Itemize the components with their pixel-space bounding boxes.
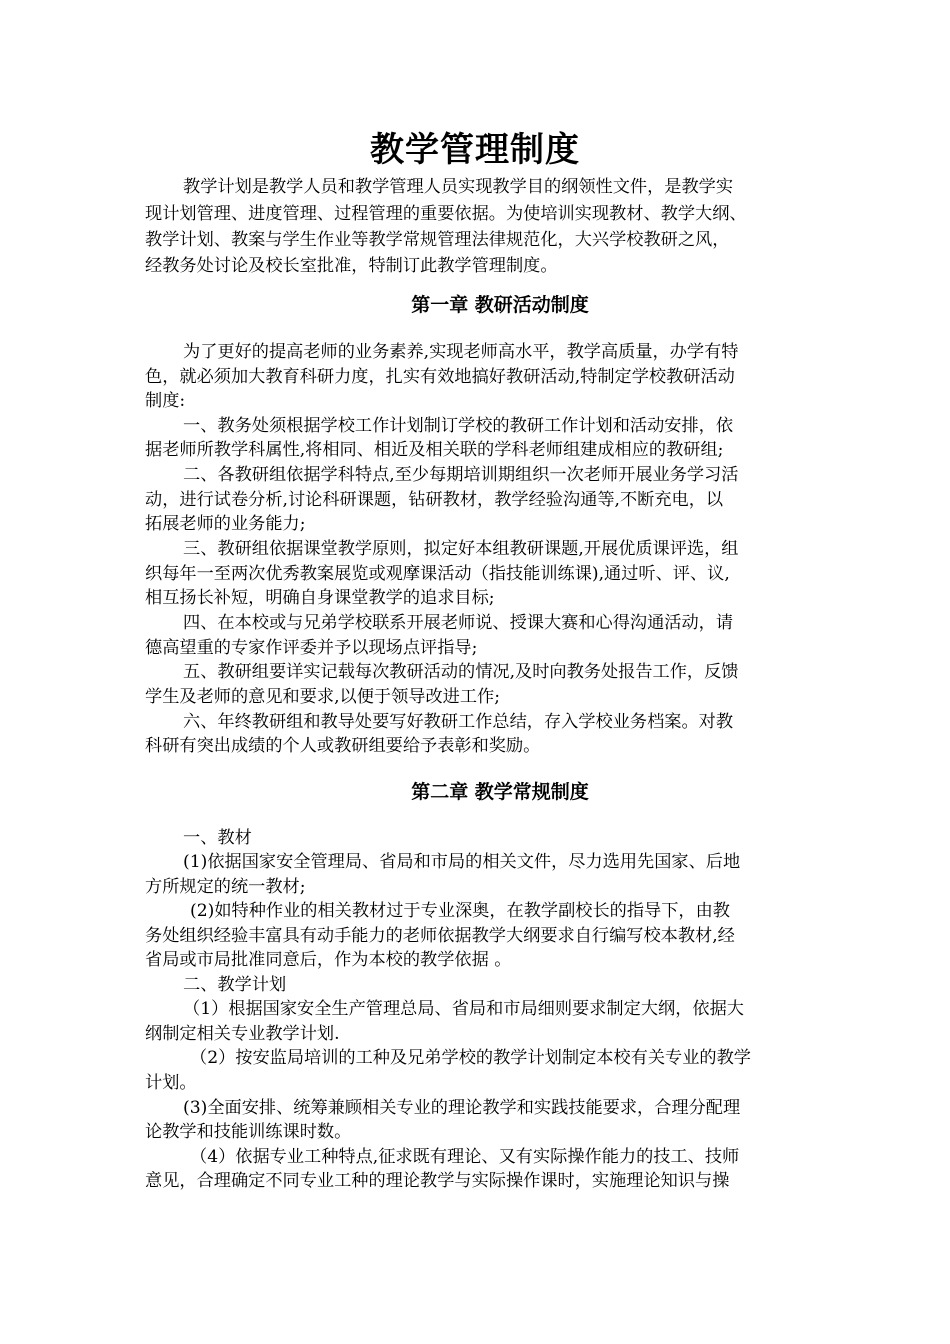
chapter-1-line: 二、各教研组依据学科特点,至少每期培训期组织一次老师开展业务学习活 [183, 465, 739, 485]
chapter-1-line: 一、教务处须根据学校工作计划制订学校的教研工作计划和活动安排，依 [183, 416, 734, 436]
chapter-1-line: 三、教研组依据课堂教学原则，拟定好本组教研课题,开展优质课评选，组 [183, 539, 739, 559]
chapter-1-line: 制度: [145, 391, 186, 411]
chapter-2-line: (2)如特种作业的相关教材过于专业深奥，在教学副校长的指导下，由教 [190, 901, 730, 921]
chapter-2-heading: 第二章 教学常规制度 [411, 781, 589, 803]
chapter-2-line: 一、教材 [183, 828, 252, 848]
chapter-2-line: 论教学和技能训练课时数。 [145, 1122, 352, 1142]
chapter-1-line: 六、年终教研组和教导处要写好教研工作总结，存入学校业务档案。对教 [183, 712, 734, 732]
chapter-1-line: 动，进行试卷分析,讨论科研课题，钻研教材，教学经验沟通等,不断充电，以 [145, 490, 724, 510]
chapter-1-line: 相互扬长补短，明确自身课堂教学的追求目标; [145, 588, 495, 608]
chapter-1-heading: 第一章 教研活动制度 [411, 294, 589, 316]
chapter-2-line: （1）根据国家安全生产管理总局、省局和市局细则要求制定大纲，依据大 [183, 999, 744, 1019]
chapter-1-line: 拓展老师的业务能力; [145, 514, 306, 534]
chapter-2-line: （2）按安监局培训的工种及兄弟学校的教学计划制定本校有关专业的教学 [190, 1048, 751, 1068]
chapter-1-line: 据老师所教学科属性,将相同、相近及相关联的学科老师组建成相应的教研组; [145, 440, 724, 460]
intro-line: 现计划管理、进度管理、过程管理的重要依据。为使培训实现教材、教学大纲、 [145, 204, 747, 224]
intro-line: 教学计划、教案与学生作业等教学常规管理法律规范化，大兴学校教研之风， [145, 230, 730, 250]
chapter-2-line: 意见，合理确定不同专业工种的理论教学与实际操作课时，实施理论知识与操 [145, 1171, 730, 1191]
chapter-1-line: 色，就必须加大教育科研力度，扎实有效地搞好教研活动,特制定学校教研活动 [145, 367, 735, 387]
chapter-1-line: 织每年一至两次优秀教案展览或观摩课活动（指技能训练课),通过听、评、议, [145, 564, 730, 584]
intro-line: 教学计划是教学人员和教学管理人员实现教学目的纲领性文件，是教学实 [183, 177, 734, 197]
chapter-2-line: 二、教学计划 [183, 975, 287, 995]
chapter-1-line: 五、教研组要详实记载每次教研活动的情况,及时向教务处报告工作，反馈 [183, 662, 739, 682]
chapter-2-line: (3)全面安排、统筹兼顾相关专业的理论教学和实践技能要求，合理分配理 [183, 1098, 741, 1118]
chapter-2-line: 纲制定相关专业教学计划. [145, 1024, 340, 1044]
chapter-2-line: 务处组织经验丰富具有动手能力的老师依据教学大纲要求自行编写校本教材,经 [145, 926, 735, 946]
chapter-2-line: (1)依据国家安全管理局、省局和市局的相关文件，尽力选用先国家、后地 [183, 852, 741, 872]
chapter-1-line: 四、在本校或与兄弟学校联系开展老师说、授课大赛和心得沟通活动，请 [183, 613, 734, 633]
chapter-2-line: 计划。 [145, 1073, 197, 1093]
chapter-2-line: （4）依据专业工种特点,征求既有理论、又有实际操作能力的技工、技师 [190, 1147, 740, 1167]
chapter-1-line: 科研有突出成绩的个人或教研组要给予表彰和奖励。 [145, 736, 541, 756]
chapter-2-line: 省局或市局批准同意后，作为本校的教学依据 。 [145, 950, 512, 970]
chapter-1-line: 学生及老师的意见和要求,以便于领导改进工作; [145, 687, 501, 707]
document-title: 教学管理制度 [370, 130, 580, 170]
chapter-1-line: 德高望重的专家作评委并予以现场点评指导; [145, 638, 478, 658]
chapter-1-line: 为了更好的提高老师的业务素养,实现老师高水平，教学高质量，办学有特 [183, 342, 739, 362]
chapter-2-line: 方所规定的统一教材; [145, 877, 306, 897]
intro-line: 经教务处讨论及校长室批准，特制订此教学管理制度。 [145, 256, 558, 276]
